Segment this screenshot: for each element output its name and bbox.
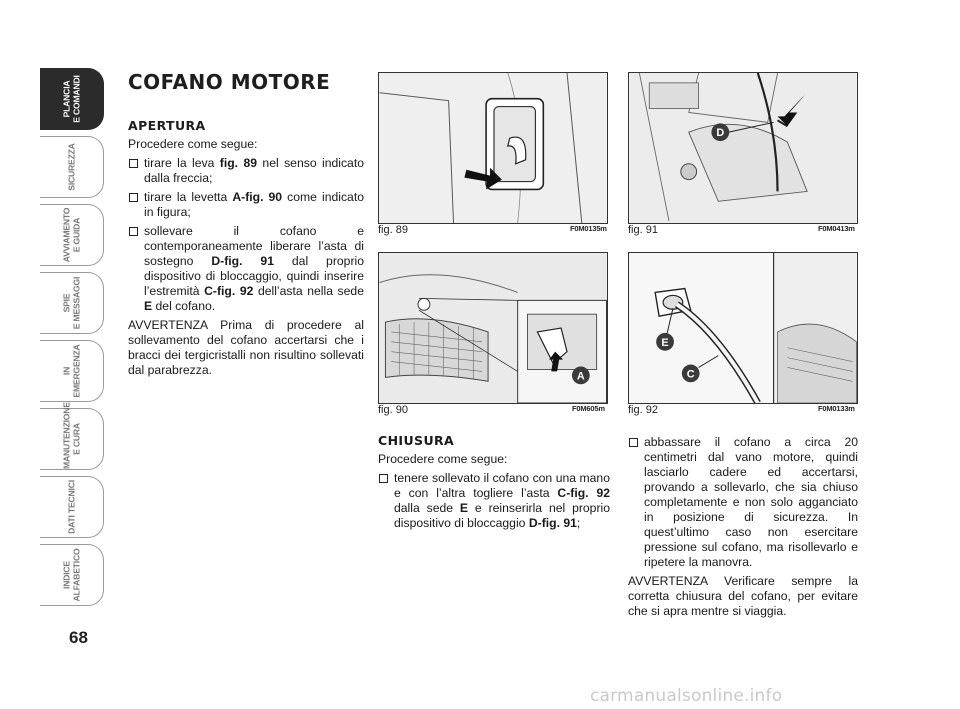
tab-avviamento-e-guida[interactable] xyxy=(40,204,104,266)
opening-heading: APERTURA xyxy=(128,118,206,133)
tab-label: IN EMERGENZA xyxy=(61,344,81,398)
checkbox-bullet-icon xyxy=(129,193,138,202)
figure-90-caption: fig. 90 xyxy=(378,404,408,416)
tab-label: MANUTENZIONE E CURA xyxy=(61,402,81,469)
checkbox-bullet-icon xyxy=(629,438,638,447)
step-text: tirare la leva xyxy=(144,156,220,170)
tab-in-emergenza[interactable] xyxy=(40,340,104,402)
step-text: tirare la levetta xyxy=(144,190,233,204)
list-item xyxy=(378,471,610,531)
list-item xyxy=(128,190,364,220)
figure-ref: D-fig. 91 xyxy=(211,254,274,268)
closing-section xyxy=(378,433,610,535)
figure-ref: C-fig. 92 xyxy=(557,486,611,500)
step-text: nel senso indicato dalla freccia; xyxy=(144,156,365,185)
tab-label: INDICE ALFABETICO xyxy=(61,548,81,602)
opening-steps xyxy=(128,156,364,314)
hood-prop-rod-illustration xyxy=(629,73,857,223)
list-item xyxy=(128,224,364,314)
tab-label: AVVIAMENTO E GUIDA xyxy=(61,207,81,263)
list-item xyxy=(628,435,858,570)
tab-indice-alfabetico[interactable] xyxy=(40,544,104,606)
closing-heading: CHIUSURA xyxy=(378,433,455,448)
figure-91-caption: fig. 91 xyxy=(628,224,658,236)
figure-ref: C-fig. 92 xyxy=(204,284,254,298)
figure-91-image xyxy=(628,72,858,224)
chapter-tabs xyxy=(40,68,104,612)
tab-spie-e-messaggi[interactable] xyxy=(40,272,104,334)
marker-c-label: C xyxy=(686,368,695,381)
closing-continued xyxy=(628,435,858,623)
figure-92-image xyxy=(628,252,858,404)
figure-92-caption: fig. 92 xyxy=(628,404,658,416)
opening-warning: AVVERTENZA Prima di procedere al sollevamento del cofano accertarsi che i bracci dei tergicristalli non risultino sollevati dal parabrezza. xyxy=(128,318,364,377)
step-text: ; xyxy=(576,516,581,530)
closing-warning: AVVERTENZA Verificare sempre la corretta chiusura del cofano, per evitare che si apra mentre si viaggia. xyxy=(628,574,858,618)
marker-d-label: D xyxy=(716,127,725,140)
figure-ref: D-fig. 91 xyxy=(528,516,577,530)
checkbox-bullet-icon xyxy=(129,159,138,168)
hood-release-lever-illustration xyxy=(379,73,607,223)
closing-steps-continued xyxy=(628,435,858,570)
tab-manutenzione-e-cura[interactable] xyxy=(40,402,104,470)
closing-intro: Procedere come segue: xyxy=(378,452,508,466)
step-text: dell’asta nella sede xyxy=(253,284,364,298)
tab-plancia-e-comandi[interactable] xyxy=(40,68,104,130)
tab-dati-tecnici[interactable] xyxy=(40,476,104,538)
step-text: abbassare il cofano a circa 20 centimetri dal vano motore, quindi lasciarlo cadere ed accertarsi, provando a sollevarlo, che sia chiuso completamente e non solo agganciato in posizione di sicurezza. In quest’ultimo caso non esercitare pressione sul cofano, ma risollevarlo e ripetere la manovra. xyxy=(644,435,858,569)
step-text: del cofano. xyxy=(152,299,216,313)
figure-90-code: F0M605m xyxy=(572,404,605,413)
figure-92-code: F0M0133m xyxy=(818,404,855,413)
marker-a-label: A xyxy=(576,370,585,383)
figure-89-image xyxy=(378,72,608,224)
step-text: e reinserirla nel proprio dispositivo di bloccaggio xyxy=(394,501,611,530)
closing-steps xyxy=(378,471,610,531)
tab-label: SPIE E MESSAGGI xyxy=(61,276,81,330)
marker-e-label: E xyxy=(661,336,669,349)
step-text: dalla sede xyxy=(394,501,460,515)
figure-ref: fig. 89 xyxy=(219,156,258,170)
figure-ref: E xyxy=(459,501,469,515)
tab-label: DATI TECNICI xyxy=(65,480,76,534)
figure-90-image xyxy=(378,252,608,404)
page-title: COFANO MOTORE xyxy=(128,70,331,94)
checkbox-bullet-icon xyxy=(379,474,388,483)
list-item xyxy=(128,156,364,186)
checkbox-bullet-icon xyxy=(129,227,138,236)
watermark: carmanualsonline.info xyxy=(590,686,783,706)
figure-89-caption: fig. 89 xyxy=(378,224,408,236)
hood-rod-seat-illustration xyxy=(629,253,857,403)
tab-label: PLANCIA E COMANDI xyxy=(61,75,81,123)
opening-intro: Procedere come segue: xyxy=(128,137,258,151)
step-text: tenere sollevato il cofano con una mano e con l’altra togliere l’asta xyxy=(394,471,610,500)
step-text: sollevare il cofano e contemporaneamente liberare l’asta di sostegno xyxy=(144,224,364,268)
tab-label: SICUREZZA xyxy=(65,143,76,191)
step-text: come indicato in figura; xyxy=(144,190,364,219)
figure-ref: E xyxy=(144,299,153,313)
figure-89-code: F0M0135m xyxy=(570,224,607,233)
hood-latch-illustration xyxy=(379,253,607,403)
figure-ref: A-fig. 90 xyxy=(232,190,283,204)
step-text: dal proprio dispositivo di bloccaggio, quindi inserire l’estremità xyxy=(144,254,364,298)
opening-section xyxy=(128,70,364,382)
page-number: 68 xyxy=(69,628,88,647)
figure-91-code: F0M0413m xyxy=(818,224,855,233)
tab-sicurezza[interactable] xyxy=(40,136,104,198)
